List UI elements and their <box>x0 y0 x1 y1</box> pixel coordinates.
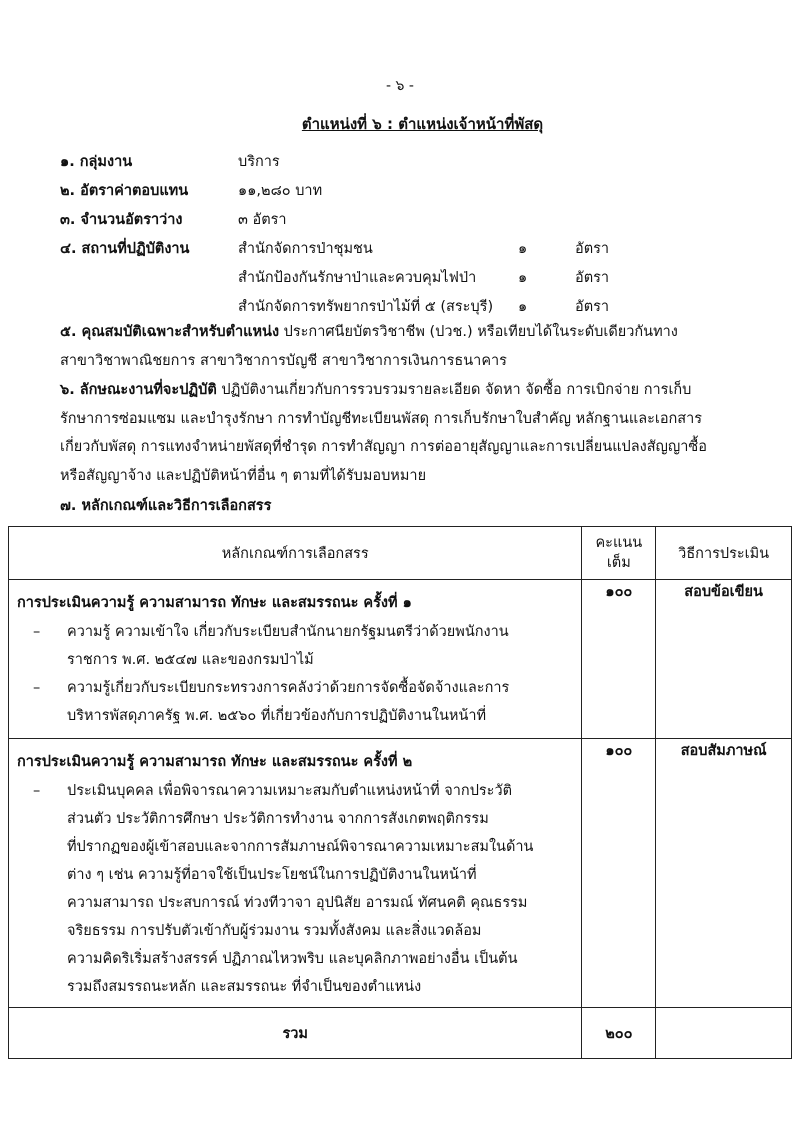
location-name: สำนักจัดการป่าชุมชน <box>238 241 373 257</box>
total-method <box>656 1008 792 1059</box>
criteria-line: ที่ปรากฏของผู้เข้าสอบและจากการสัมภาษณ์พิจารณาความเหมาะสมในด้าน <box>67 839 534 855</box>
criteria-line: บริหารพัสดุภาครัฐ พ.ศ. ๒๕๖๐ ที่เกี่ยวข้องกับการปฏิบัติงานในหน้าที่ <box>67 708 487 724</box>
method-cell: สอบข้อเขียน <box>656 580 792 739</box>
header-score <box>582 527 656 580</box>
header-score-label: คะแนน <box>595 535 643 551</box>
duties-text: ปฏิบัติงานเกี่ยวกับการรวบรวมรายละเอียด จัดหา จัดซื้อ การเบิกจ่าย การเก็บ <box>221 382 692 398</box>
position-heading: ตำแหน่งที่ ๖ : ตำแหน่งเจ้าหน้าที่พัสดุ <box>301 115 544 133</box>
field-label-group: ๑. กลุ่มงาน <box>60 154 133 170</box>
page-number: - ๖ - <box>386 78 414 94</box>
location-unit: อัตรา <box>575 270 610 286</box>
criteria-cell <box>9 580 582 739</box>
location-name: สำนักป้องกันรักษาป่าและควบคุมไฟป่า <box>238 270 477 286</box>
dash-icon: – <box>33 680 41 696</box>
total-score: ๒๐๐ <box>582 1008 656 1059</box>
dash-icon: – <box>33 783 41 799</box>
criteria-cell <box>9 739 582 1008</box>
table-row <box>9 580 792 739</box>
dash-icon: – <box>33 624 41 640</box>
criteria-title: การประเมินความรู้ ความสามารถ ทักษะ และสมรรถนะ ครั้งที่ ๒ <box>17 754 413 770</box>
criteria-line: จริยธรรม การปรับตัวเข้ากับผู้ร่วมงาน รวมทั้งสังคม และสิ่งแวดล้อม <box>67 923 482 939</box>
list-item <box>9 618 581 674</box>
field-value-vacancies: ๓ อัตรา <box>238 212 287 228</box>
criteria-line: ส่วนตัว ประวัติการศึกษา ประวัติการทำงาน จากการสังเกตพฤติกรรม <box>67 811 489 827</box>
method-cell: สอบสัมภาษณ์ <box>656 739 792 1008</box>
criteria-title: การประเมินความรู้ ความสามารถ ทักษะ และสมรรถนะ ครั้งที่ ๑ <box>17 595 412 611</box>
location-unit: อัตรา <box>575 299 610 315</box>
total-label: รวม <box>9 1008 582 1059</box>
criteria-line: ความสามารถ ประสบการณ์ ท่วงทีวาจา อุปนิสัย อารมณ์ ทัศนคติ คุณธรรม <box>67 895 528 911</box>
duties-section <box>60 376 785 490</box>
list-item <box>9 777 581 1001</box>
location-count: ๑ <box>518 299 528 315</box>
location-unit: อัตรา <box>575 241 610 257</box>
field-label-compensation: ๒. อัตราค่าตอบแทน <box>60 183 189 199</box>
duties-label: ๖. ลักษณะงานที่จะปฏิบัติ <box>60 382 217 398</box>
criteria-table <box>8 526 792 1059</box>
qualifications-text: ประกาศนียบัตรวิชาชีพ (ปวช.) หรือเทียบได้ในระดับเดียวกันทาง <box>283 324 678 340</box>
total-row <box>9 1008 792 1059</box>
criteria-line: ความคิดริเริ่มสร้างสรรค์ ปฏิภาณไหวพริบ และบุคลิกภาพอย่างอื่น เป็นต้น <box>67 951 518 967</box>
header-criteria <box>9 527 582 580</box>
table-row <box>9 739 792 1008</box>
field-value-group: บริการ <box>238 154 280 170</box>
location-count: ๑ <box>518 270 528 286</box>
criteria-line: รวมถึงสมรรถนะหลัก และสมรรถนะ ที่จำเป็นของตำแหน่ง <box>67 979 422 995</box>
header-method <box>656 527 792 580</box>
header-method-label: วิธีการประเมิน <box>678 545 770 562</box>
location-name: สำนักจัดการทรัพยากรป่าไม้ที่ ๕ (สระบุรี) <box>238 299 494 315</box>
location-count: ๑ <box>518 241 528 257</box>
header-criteria-label: หลักเกณฑ์การเลือกสรร <box>221 545 369 562</box>
field-label-workplace: ๔. สถานที่ปฏิบัติงาน <box>60 241 190 257</box>
list-item <box>9 674 581 730</box>
criteria-line: ต่าง ๆ เช่น ความรู้ที่อาจใช้เป็นประโยชน์ในการปฏิบัติงานในหน้าที่ <box>67 867 477 883</box>
criteria-line: ความรู้ ความเข้าใจ เกี่ยวกับระเบียบสำนักนายกรัฐมนตรีว่าด้วยพนักงาน <box>67 624 509 640</box>
duties-text: รักษาการซ่อมแซม และบำรุงรักษา การทำบัญชีทะเบียนพัสดุ การเก็บรักษาใบสำคัญ หลักฐานและเอกสาร <box>60 410 703 427</box>
qualifications-text: สาขาวิชาพาณิชยการ สาขาวิชาการบัญชี สาขาวิชาการเงินการธนาคาร <box>60 352 507 369</box>
duties-text: หรือสัญญาจ้าง และปฏิบัติหน้าที่อื่น ๆ ตามที่ได้รับมอบหมาย <box>60 467 427 484</box>
duties-text: เกี่ยวกับพัสดุ การแทงจำหน่ายพัสดุที่ชำรุด การทำสัญญา การต่ออายุสัญญาและการเปลี่ยนแปลงสัญญาซื้อ <box>60 439 707 455</box>
table-header-row <box>9 527 792 580</box>
criteria-line: ความรู้เกี่ยวกับระเบียบกระทรวงการคลังว่าด้วยการจัดซื้อจัดจ้างและการ <box>67 680 510 696</box>
criteria-line: ราชการ พ.ศ. ๒๕๔๗ และของกรมป่าไม้ <box>67 652 314 668</box>
score-cell: ๑๐๐ <box>582 739 656 1008</box>
field-label-vacancies: ๓. จำนวนอัตราว่าง <box>60 212 183 228</box>
field-value-compensation: ๑๑,๒๘๐ บาท <box>238 183 323 199</box>
qualifications-label: ๕. คุณสมบัติเฉพาะสำหรับตำแหน่ง <box>60 324 280 340</box>
header-score-label: เต็ม <box>606 555 631 571</box>
qualifications-section <box>60 318 785 375</box>
criteria-heading: ๗. หลักเกณฑ์และวิธีการเลือกสรร <box>60 498 272 514</box>
criteria-line: ประเมินบุคคล เพื่อพิจารณาความเหมาะสมกับตำแหน่งหน้าที่ จากประวัติ <box>67 783 513 799</box>
score-cell: ๑๐๐ <box>582 580 656 739</box>
